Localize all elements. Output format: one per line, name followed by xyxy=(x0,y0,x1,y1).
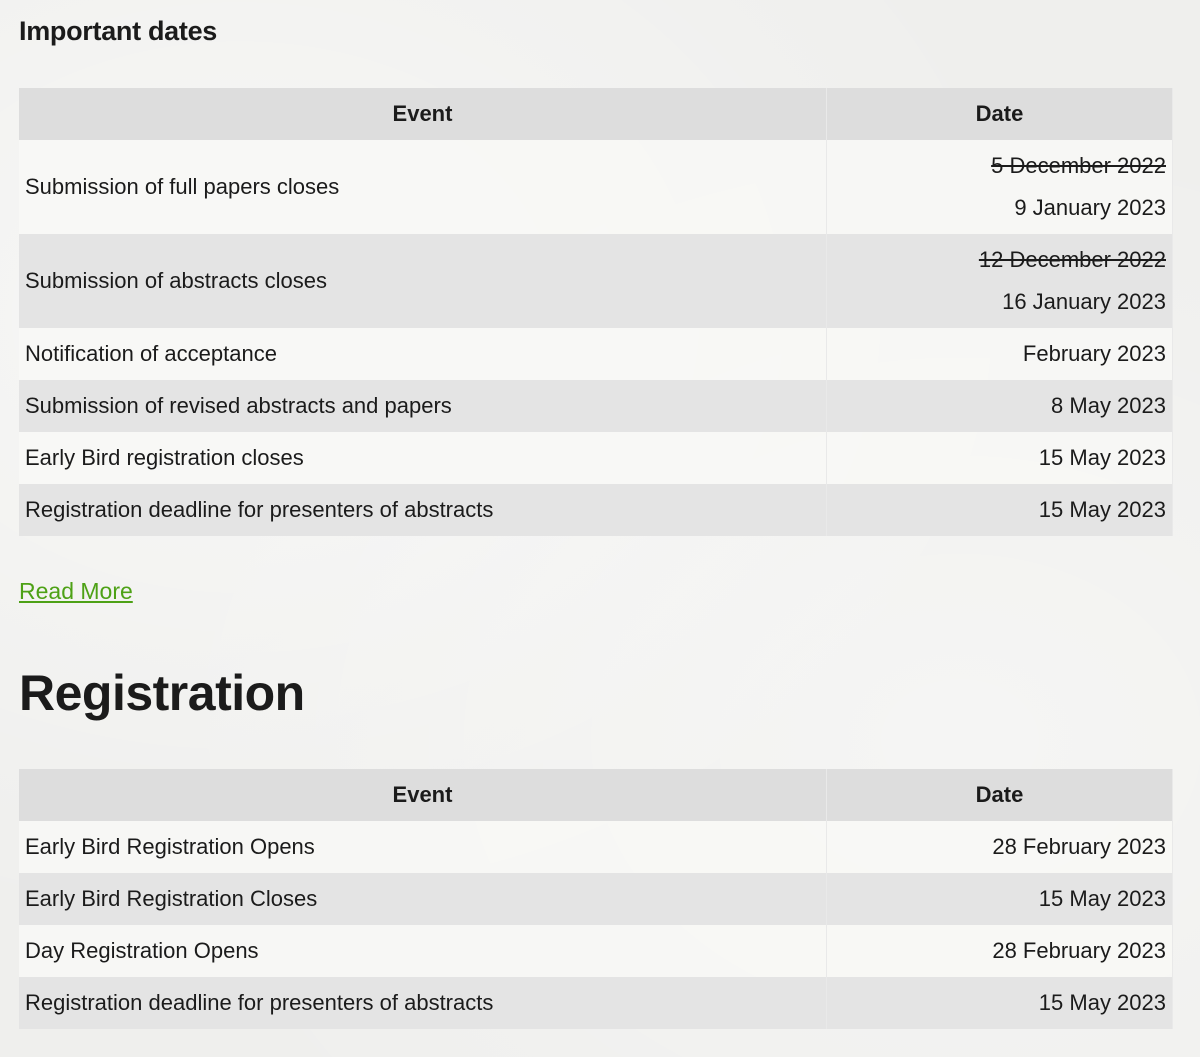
date-cell: 28 February 2023 xyxy=(827,821,1173,873)
event-column-header: Event xyxy=(19,769,827,821)
date-cell: 15 May 2023 xyxy=(827,484,1173,536)
table-row xyxy=(19,484,1173,536)
event-cell: Registration deadline for presenters of abstracts xyxy=(19,977,827,1029)
new-date: 9 January 2023 xyxy=(1014,195,1166,220)
new-date: 16 January 2023 xyxy=(1002,289,1166,314)
table-row xyxy=(19,380,1173,432)
date-cell: February 2023 xyxy=(827,328,1173,380)
event-cell: Submission of full papers closes xyxy=(19,140,827,234)
event-column-header: Event xyxy=(19,88,827,140)
table-row xyxy=(19,977,1173,1029)
date-cell: 15 May 2023 xyxy=(827,873,1173,925)
registration-table xyxy=(19,769,1173,1029)
table-row xyxy=(19,140,1173,234)
table-row xyxy=(19,925,1173,977)
table-row xyxy=(19,821,1173,873)
struck-old-date: 12 December 2022 xyxy=(978,247,1166,272)
event-cell: Early Bird Registration Opens xyxy=(19,821,827,873)
date-column-header: Date xyxy=(827,88,1173,140)
registration-heading: Registration xyxy=(19,665,305,721)
event-cell: Submission of revised abstracts and papers xyxy=(19,380,827,432)
date-cell: 28 February 2023 xyxy=(827,925,1173,977)
event-cell: Early Bird Registration Closes xyxy=(19,873,827,925)
date-cell: 8 May 2023 xyxy=(827,380,1173,432)
date-cell: 15 May 2023 xyxy=(827,432,1173,484)
table-header-row xyxy=(19,769,1173,821)
important-dates-heading: Important dates xyxy=(19,16,218,46)
table-row xyxy=(19,432,1173,484)
event-cell: Registration deadline for presenters of abstracts xyxy=(19,484,827,536)
table-row xyxy=(19,328,1173,380)
table-row xyxy=(19,234,1173,328)
date-cell xyxy=(827,140,1173,234)
event-cell: Day Registration Opens xyxy=(19,925,827,977)
read-more-link[interactable]: Read More xyxy=(19,578,133,604)
important-dates-table xyxy=(19,88,1173,536)
struck-old-date: 5 December 2022 xyxy=(991,153,1166,178)
event-cell: Early Bird registration closes xyxy=(19,432,827,484)
date-cell xyxy=(827,234,1173,328)
date-cell: 15 May 2023 xyxy=(827,977,1173,1029)
event-cell: Notification of acceptance xyxy=(19,328,827,380)
event-cell: Submission of abstracts closes xyxy=(19,234,827,328)
table-header-row xyxy=(19,88,1173,140)
date-column-header: Date xyxy=(827,769,1173,821)
table-row xyxy=(19,873,1173,925)
